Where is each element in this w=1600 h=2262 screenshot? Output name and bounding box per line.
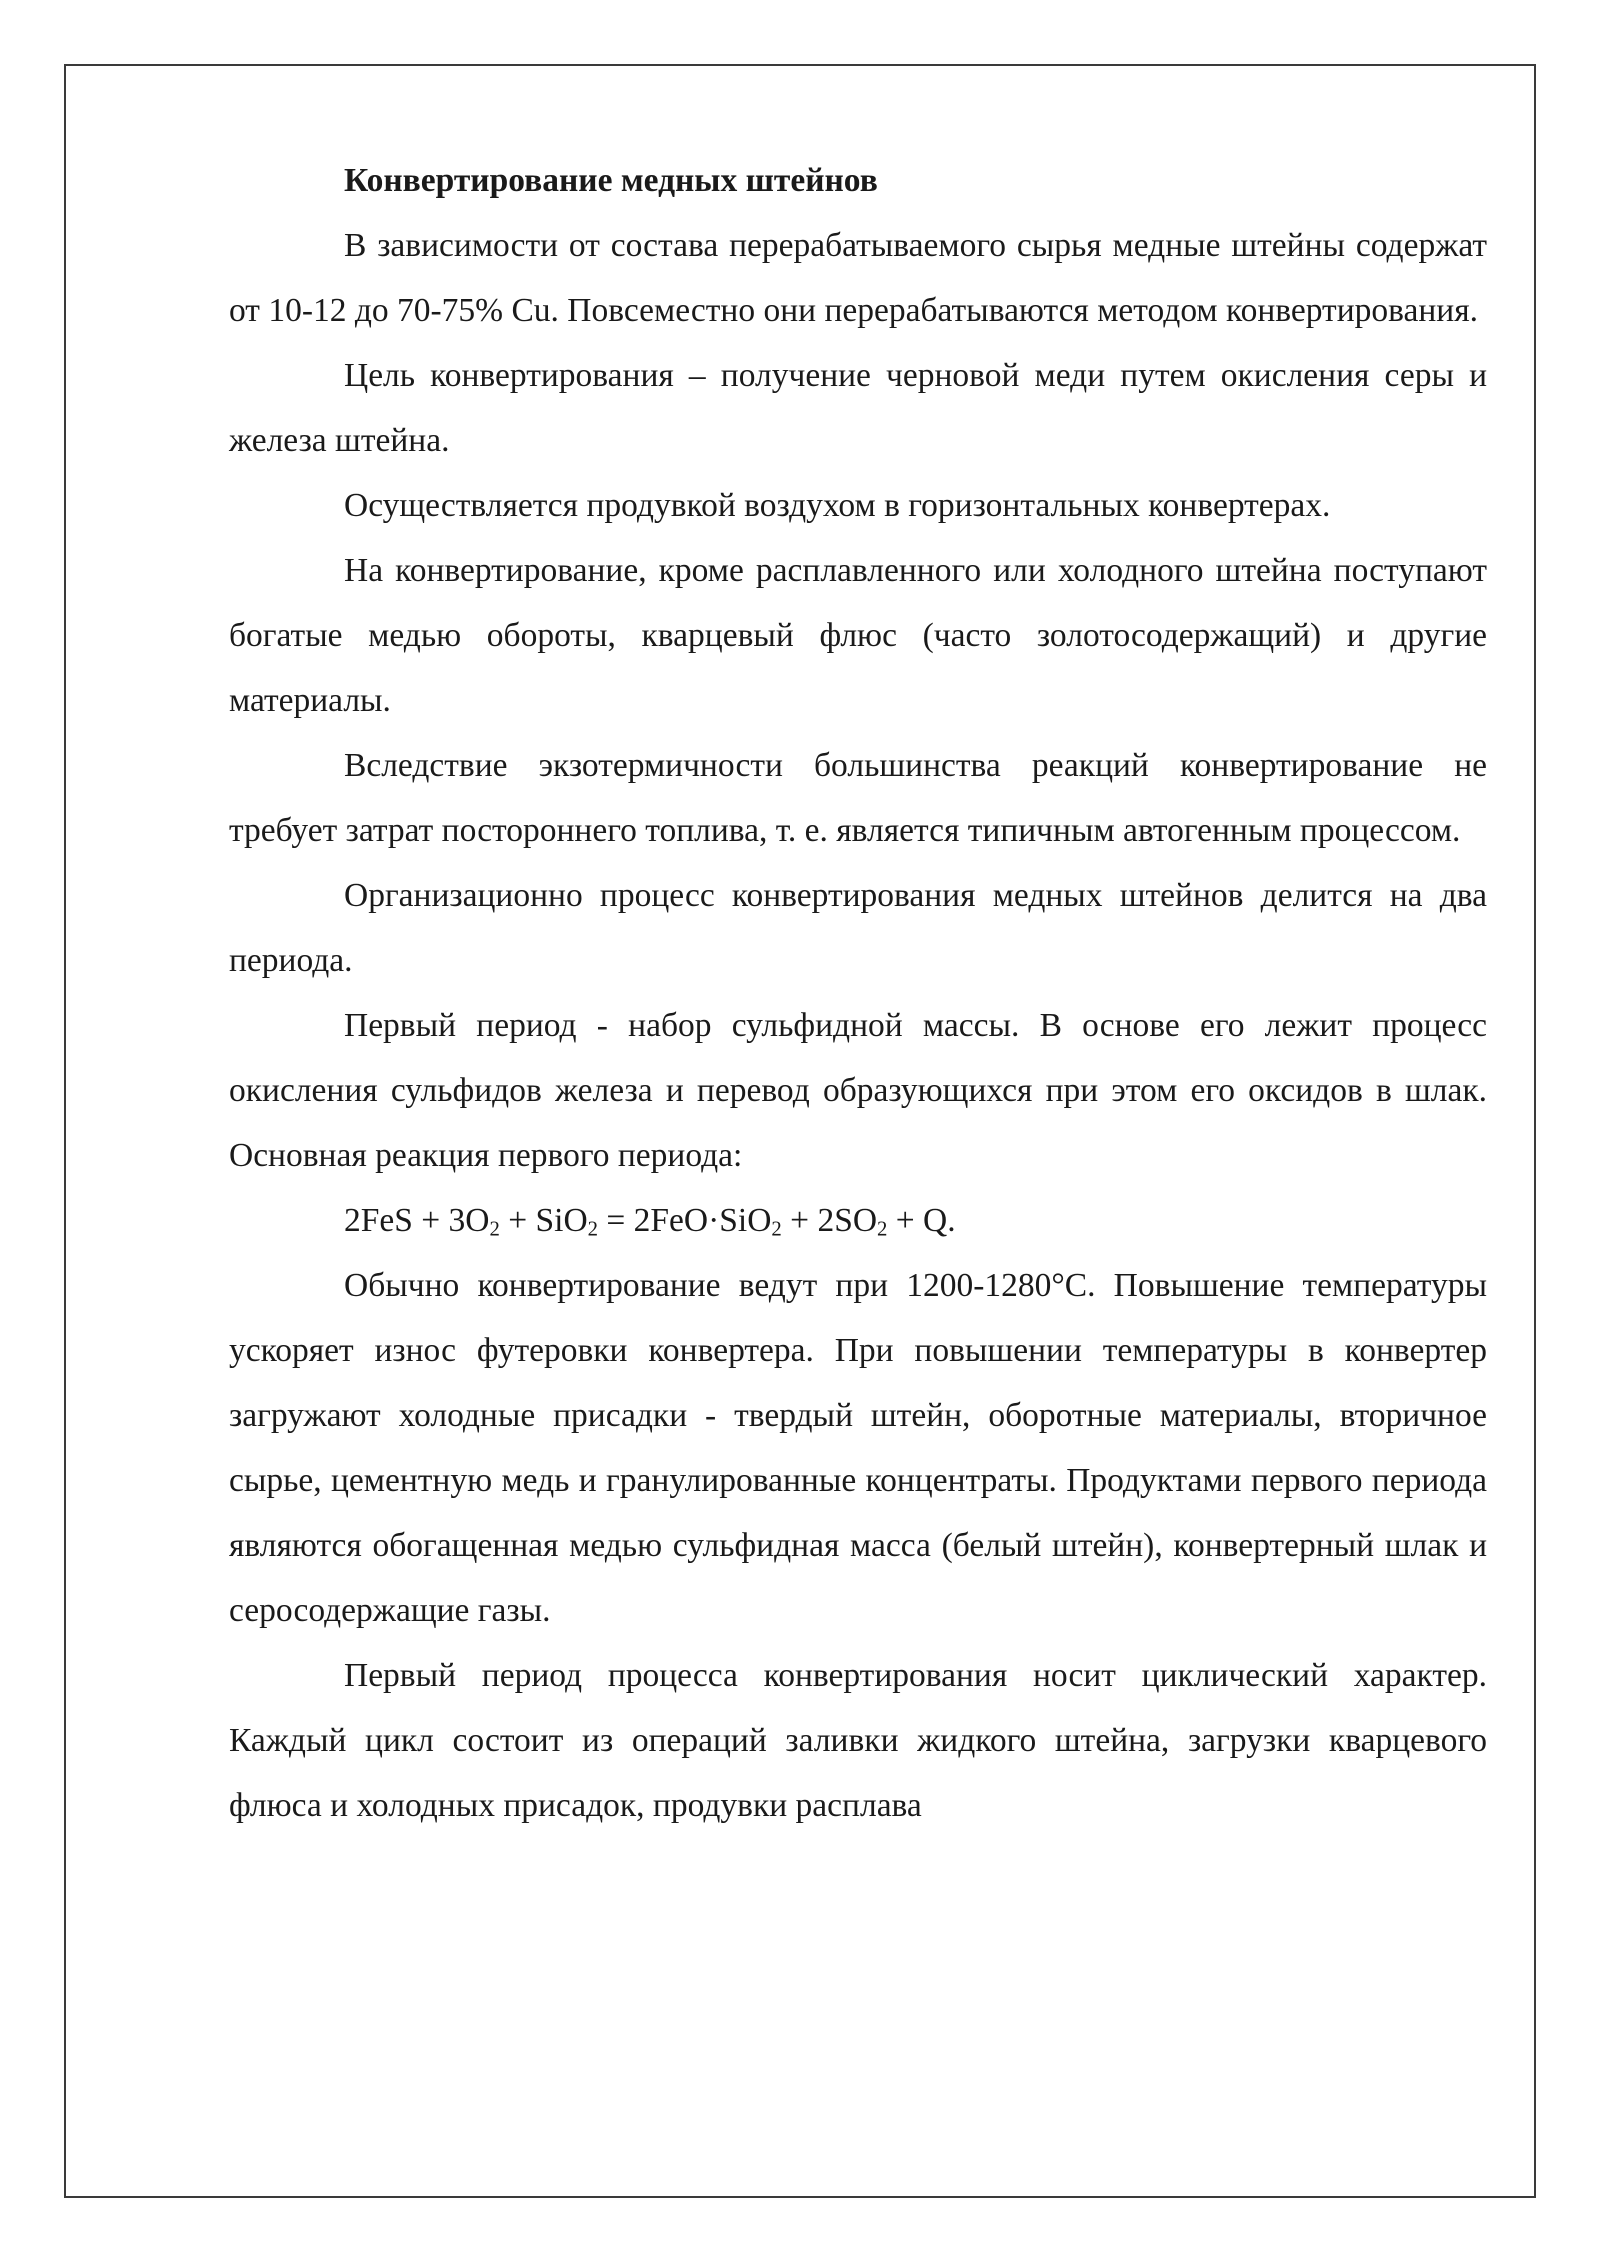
paragraph: Цель конвертирования – получение черновой меди путем окисления серы и железа штейна. <box>229 357 1487 459</box>
formula-subscript: 2 <box>877 1217 888 1241</box>
paragraph: Осуществляется продувкой воздухом в горизонтальных конвертерах. <box>344 487 1331 524</box>
formula-part: + 2SO <box>781 1202 878 1239</box>
formula-part: + Q. <box>887 1202 956 1239</box>
document-body <box>229 148 1487 1838</box>
paragraph: Первый период процесса конвертирования носит циклический характер. Каждый цикл состоит из операций заливки жидкого штейна, загрузки кварцевого флюса и холодных присадок, продувки расплава <box>229 1657 1487 1824</box>
formula-part: 2FeS + 3O <box>344 1202 490 1239</box>
formula-subscript: 2 <box>587 1217 599 1241</box>
formula-subscript: 2 <box>489 1217 500 1241</box>
document-title: Конвертирование медных штейнов <box>344 162 878 199</box>
reaction-formula <box>229 1188 1487 1253</box>
formula-part: = 2FeO·SiO <box>598 1202 772 1239</box>
paragraph: Вследствие экзотермичности большинства реакций конвертирование не требует затрат постороннего топлива, т. е. является типичным автогенным процессом. <box>229 747 1487 849</box>
paragraph: Обычно конвертирование ведут при 1200-1280°С. Повышение температуры ускоряет износ футеровки конвертера. При повышении температуры в конвертер загружают холодные присадки - твердый штейн, оборотные материалы, вторичное сырье, цементную медь и гранулированные концентраты. Продуктами первого периода являются обогащенная медью сульфидная масса (белый штейн), конвертерный шлак и серосодержащие газы. <box>229 1267 1487 1629</box>
paragraph: В зависимости от состава перерабатываемого сырья медные штейны содержат от 10-12 до 70-75% Cu. Повсеместно они перерабатываются методом конвертирования. <box>229 227 1487 329</box>
formula-part: + SiO <box>499 1202 588 1239</box>
formula-subscript: 2 <box>771 1217 782 1241</box>
paragraph: На конвертирование, кроме расплавленного или холодного штейна поступают богатые медью обороты, кварцевый флюс (часто золотосодержащий) и другие материалы. <box>229 552 1487 719</box>
paragraph: Первый период - набор сульфидной массы. В основе его лежит процесс окисления сульфидов железа и перевод образующихся при этом его оксидов в шлак. Основная реакция первого периода: <box>229 1007 1487 1174</box>
paragraph: Организационно процесс конвертирования медных штейнов делится на два периода. <box>229 877 1487 979</box>
